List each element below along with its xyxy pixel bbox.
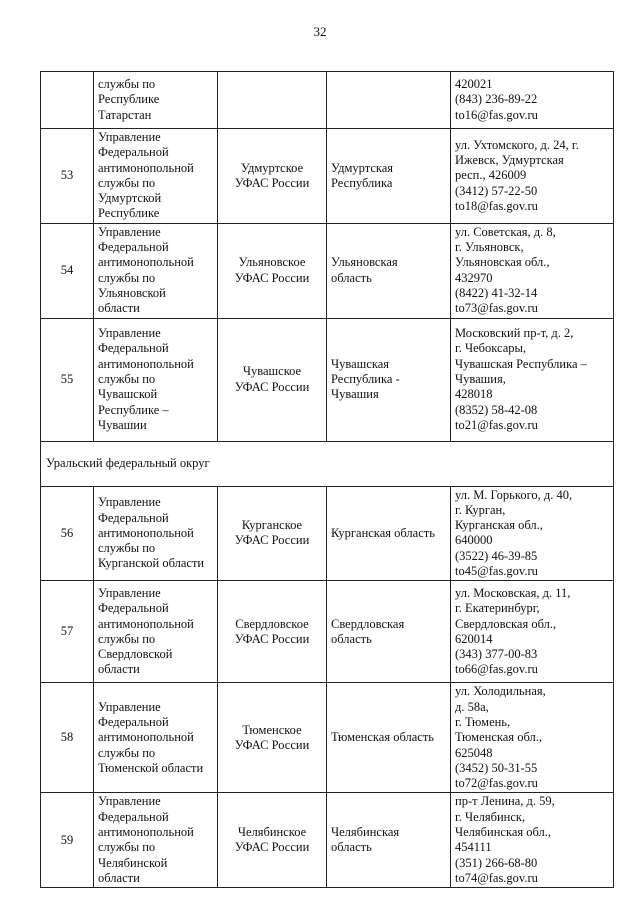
contact-line: ул. Ухтомского, д. 24, г.	[455, 137, 579, 152]
table-row	[41, 318, 614, 441]
email-address: to74@fas.gov.ru	[455, 870, 538, 885]
contact-details	[451, 223, 614, 318]
row-number: 55	[41, 318, 94, 441]
region-name: Чувашская Республика - Чувашия	[327, 318, 451, 441]
contact-line: (351) 266-68-80	[455, 855, 538, 870]
contact-line: (8352) 58-42-08	[455, 402, 538, 417]
contact-line: Чувашия,	[455, 371, 506, 386]
contact-line: 428018	[455, 387, 493, 402]
district-header-row	[41, 441, 614, 486]
contact-line: (8422) 41-32-14	[455, 285, 538, 300]
row-number: 56	[41, 486, 94, 581]
row-number	[41, 72, 94, 129]
organization-name-line: службы по	[98, 270, 156, 285]
organization-name-line: службы по	[98, 840, 156, 855]
organization-name-line: Республике –	[98, 402, 169, 417]
organization-name-line: Чувашии	[98, 417, 147, 432]
contact-details	[451, 129, 614, 224]
email-address: to21@fas.gov.ru	[455, 417, 538, 432]
contact-line: 640000	[455, 533, 493, 548]
organization-name-line: Управление	[98, 585, 161, 600]
contact-line: (843) 236-89-22	[455, 92, 538, 107]
table-body	[41, 72, 614, 888]
ufas-short-name: Курганское УФАС России	[218, 486, 327, 581]
organization-name-line: антимонопольной	[98, 825, 194, 840]
ufas-short-name: Удмуртское УФАС России	[218, 129, 327, 224]
email-address: to16@fas.gov.ru	[455, 107, 538, 122]
ufas-short-name: Челябинское УФАС России	[218, 793, 327, 888]
organization-name-line: Федеральной	[98, 510, 169, 525]
region-name: Ульяновская область	[327, 223, 451, 318]
organization-name-line: службы по	[98, 77, 156, 92]
organization-name-line: Республике	[98, 206, 160, 221]
contact-line: Ульяновская обл.,	[455, 255, 550, 270]
row-number: 58	[41, 683, 94, 793]
federal-district-title: Уральский федеральный округ	[41, 441, 614, 486]
contact-line: Челябинская обл.,	[455, 825, 552, 840]
contact-line: (3452) 50-31-55	[455, 760, 538, 775]
contact-line: ул. Московская, д. 11,	[455, 585, 571, 600]
contact-line: д. 58а,	[455, 699, 489, 714]
contact-line: (343) 377-00-83	[455, 647, 538, 662]
row-number: 57	[41, 581, 94, 683]
contact-details	[451, 581, 614, 683]
contact-details	[451, 793, 614, 888]
region-name: Тюменская область	[327, 683, 451, 793]
table-row	[41, 683, 614, 793]
organization-name-line: Челябинской	[98, 855, 168, 870]
row-number: 54	[41, 223, 94, 318]
contact-line: 625048	[455, 745, 493, 760]
contact-line: г. Ульяновск,	[455, 240, 524, 255]
contact-details	[451, 486, 614, 581]
organization-name-line: службы по	[98, 541, 156, 556]
organization-name-line: области	[98, 870, 140, 885]
organization-name	[94, 683, 218, 793]
email-address: to73@fas.gov.ru	[455, 301, 538, 316]
region-name: Курганская область	[327, 486, 451, 581]
contact-line: 454111	[455, 840, 492, 855]
contact-line: Московский пр-т, д. 2,	[455, 326, 574, 341]
organization-name-line: антимонопольной	[98, 255, 194, 270]
organization-name-line: Федеральной	[98, 809, 169, 824]
organization-name-line: области	[98, 301, 140, 316]
organization-name-line: Управление	[98, 794, 161, 809]
contact-details	[451, 683, 614, 793]
contact-line: Ижевск, Удмуртская	[455, 152, 564, 167]
contact-line: ул. Советская, д. 8,	[455, 224, 556, 239]
row-number: 59	[41, 793, 94, 888]
organization-name	[94, 486, 218, 581]
contact-line: ул. Холодильная,	[455, 684, 546, 699]
email-address: to72@fas.gov.ru	[455, 776, 538, 791]
email-address: to66@fas.gov.ru	[455, 662, 538, 677]
organization-name	[94, 581, 218, 683]
contact-line: (3412) 57-22-50	[455, 183, 538, 198]
contact-line: г. Тюмень,	[455, 714, 511, 729]
organization-name-line: Ульяновской	[98, 285, 166, 300]
ufas-short-name: Чувашское УФАС России	[218, 318, 327, 441]
organization-name-line: Курганской области	[98, 556, 205, 571]
organization-name-line: антимонопольной	[98, 356, 194, 371]
table-row	[41, 486, 614, 581]
ufas-short-name: Ульяновское УФАС России	[218, 223, 327, 318]
organization-name	[94, 318, 218, 441]
ufas-registry-table	[40, 71, 614, 888]
contact-line: Курганская обл.,	[455, 518, 543, 533]
table-row	[41, 72, 614, 129]
organization-name-line: Чувашской	[98, 387, 158, 402]
organization-name-line: антимонопольной	[98, 730, 194, 745]
organization-name-line: Управление	[98, 130, 161, 144]
contact-line: пр-т Ленина, д. 59,	[455, 794, 555, 809]
organization-name-line: Федеральной	[98, 714, 169, 729]
contact-line: Чувашская Республика –	[455, 356, 587, 371]
organization-name-line: Управление	[98, 224, 161, 239]
page-number: 32	[313, 24, 327, 39]
ufas-short-name: Тюменское УФАС России	[218, 683, 327, 793]
contact-line: г. Челябинск,	[455, 809, 526, 824]
contact-line: г. Екатеринбург,	[455, 601, 540, 616]
organization-name-line: Удмуртской	[98, 191, 162, 206]
table-row	[41, 129, 614, 224]
contact-line: 620014	[455, 631, 493, 646]
table-row	[41, 581, 614, 683]
contact-line: ул. М. Горького, д. 40,	[455, 487, 573, 502]
organization-name-line: Тюменской области	[98, 760, 204, 775]
email-address: to45@fas.gov.ru	[455, 564, 538, 579]
contact-line: г. Чебоксары,	[455, 341, 527, 356]
ufas-short-name: Свердловское УФАС России	[218, 581, 327, 683]
contact-line: г. Курган,	[455, 502, 506, 517]
organization-name	[94, 129, 218, 224]
region-name	[327, 72, 451, 129]
organization-name-line: Управление	[98, 495, 161, 510]
organization-name	[94, 72, 218, 129]
organization-name-line: Татарстан	[98, 107, 152, 122]
contact-line: (3522) 46-39-85	[455, 548, 538, 563]
organization-name-line: службы по	[98, 371, 156, 386]
contact-line: Тюменская обл.,	[455, 730, 542, 745]
contact-line: Свердловская обл.,	[455, 616, 557, 631]
organization-name-line: Федеральной	[98, 145, 169, 160]
contact-line: 432970	[455, 270, 493, 285]
table-row	[41, 793, 614, 888]
contact-line: 420021	[455, 77, 493, 92]
organization-name-line: антимонопольной	[98, 616, 194, 631]
organization-name-line: Республике	[98, 92, 160, 107]
organization-name-line: области	[98, 662, 140, 677]
organization-name-line: антимонопольной	[98, 525, 194, 540]
contact-details	[451, 72, 614, 129]
row-number: 53	[41, 129, 94, 224]
contact-details	[451, 318, 614, 441]
organization-name-line: службы по	[98, 175, 156, 190]
organization-name-line: службы по	[98, 631, 156, 646]
table-row	[41, 223, 614, 318]
ufas-short-name	[218, 72, 327, 129]
organization-name-line: службы по	[98, 745, 156, 760]
organization-name	[94, 223, 218, 318]
region-name: Челябинская область	[327, 793, 451, 888]
organization-name	[94, 793, 218, 888]
email-address: to18@fas.gov.ru	[455, 198, 538, 213]
organization-name-line: антимонопольной	[98, 160, 194, 175]
organization-name-line: Федеральной	[98, 341, 169, 356]
region-name: Удмуртская Республика	[327, 129, 451, 224]
contact-line: респ., 426009	[455, 168, 527, 183]
organization-name-line: Управление	[98, 326, 161, 341]
organization-name-line: Федеральной	[98, 240, 169, 255]
region-name: Свердловская область	[327, 581, 451, 683]
organization-name-line: Федеральной	[98, 601, 169, 616]
organization-name-line: Управление	[98, 699, 161, 714]
organization-name-line: Свердловской	[98, 647, 173, 662]
